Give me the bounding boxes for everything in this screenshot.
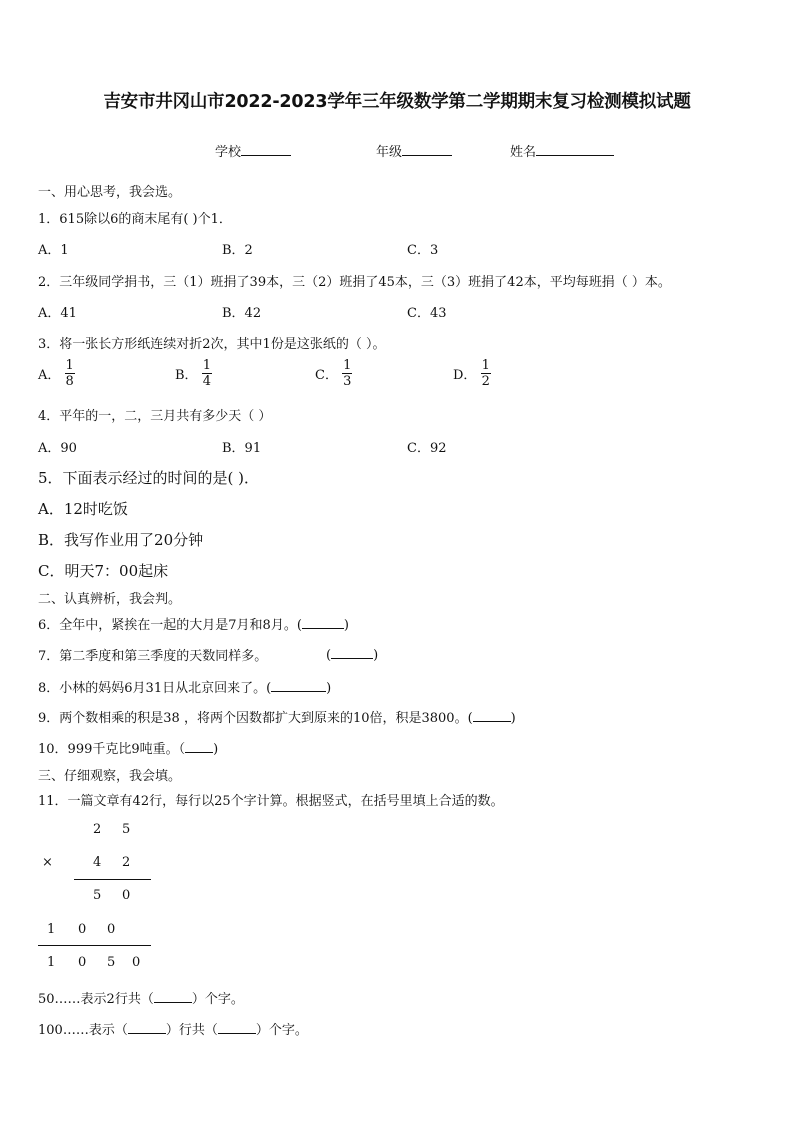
digit: 2 [93, 822, 102, 837]
paren: ) [343, 618, 349, 633]
denominator: 2 [481, 374, 490, 389]
digit: 1 [47, 922, 56, 937]
name-field[interactable] [510, 141, 614, 160]
q5-option-c[interactable]: C．明天7：00起床 [38, 562, 169, 580]
q2-option-a[interactable]: A．41 [38, 306, 77, 321]
q5-option-a[interactable]: A．12时吃饭 [38, 500, 128, 518]
digit: 0 [78, 922, 87, 937]
q1-option-b[interactable]: B．2 [222, 243, 253, 258]
q11-line-1-tail: ）个字。 [191, 992, 244, 1007]
paren: ) [373, 648, 379, 663]
q2-option-c[interactable]: C．43 [407, 306, 447, 321]
q11-line-2-text: 100……表示（ [38, 1023, 128, 1038]
question-8 [38, 677, 331, 696]
question-11: 11．一篇文章有42行，每行以25个字计算。根据竖式，在括号里填上合适的数。 [38, 794, 504, 809]
q3-option-d[interactable] [453, 358, 491, 389]
name-label: 姓名 [510, 145, 537, 160]
school-blank[interactable] [241, 142, 291, 156]
section-3-heading: 三、仔细观察，我会填。 [38, 769, 182, 784]
paren: ) [510, 711, 516, 726]
question-6 [38, 614, 349, 633]
question-3: 3．将一张长方形纸连续对折2次，其中1份是这张纸的（ ）。 [38, 337, 386, 352]
section-2-heading: 二、认真辨析，我会判。 [38, 592, 182, 607]
numerator: 1 [65, 358, 74, 373]
digit: 1 [47, 955, 56, 970]
q3-option-a[interactable] [38, 358, 75, 389]
numerator: 1 [343, 358, 352, 373]
calc-line [74, 879, 151, 880]
q11-line-1 [38, 988, 244, 1007]
paren: ( [326, 648, 332, 663]
digit: 0 [107, 922, 116, 937]
q4-option-b[interactable]: B．91 [222, 441, 262, 456]
question-5: 5．下面表示经过的时间的是( )． [38, 469, 260, 487]
q1-option-a[interactable]: A．1 [38, 243, 69, 258]
digit: 0 [78, 955, 87, 970]
question-2: 2．三年级同学捐书，三（1）班捐了39本，三（2）班捐了45本，三（3）班捐了42本，平均每班捐（ ）本。 [38, 275, 671, 290]
q4-option-c[interactable]: C．92 [407, 441, 447, 456]
fraction [65, 358, 75, 389]
denominator: 3 [343, 374, 352, 389]
q11-line-2-mid: ）行共（ [165, 1023, 218, 1038]
q3-option-b-label: B． [175, 368, 198, 383]
section-1-heading: 一、用心思考，我会选。 [38, 185, 182, 200]
q11-line-2-tail: ）个字。 [255, 1023, 308, 1038]
digit: 0 [122, 888, 131, 903]
answer-blank[interactable] [331, 645, 373, 659]
q3-option-c-label: C． [315, 368, 338, 383]
answer-blank[interactable] [271, 678, 326, 692]
q3-option-d-label: D． [453, 368, 477, 383]
grade-field[interactable] [376, 141, 452, 160]
denominator: 8 [65, 374, 74, 389]
numerator: 1 [481, 358, 490, 373]
page-title: 吉安市井冈山市2022-2023学年三年级数学第二学期期末复习检测模拟试题 [103, 92, 691, 112]
digit: 5 [107, 955, 116, 970]
denominator: 4 [202, 374, 211, 389]
q3-option-b[interactable] [175, 358, 212, 389]
digit: 2 [122, 855, 131, 870]
fraction [342, 358, 352, 389]
times-sign: × [42, 855, 53, 870]
q5-option-b[interactable]: B．我写作业用了20分钟 [38, 531, 204, 549]
name-blank[interactable] [536, 142, 614, 156]
answer-blank[interactable] [473, 708, 511, 722]
grade-label: 年级 [376, 145, 403, 160]
digit: 5 [122, 822, 131, 837]
digit: 5 [93, 888, 102, 903]
paren: ) [326, 681, 332, 696]
fraction [481, 358, 491, 389]
q11-line-2 [38, 1019, 308, 1038]
digit: 4 [93, 855, 102, 870]
grade-blank[interactable] [402, 142, 452, 156]
question-10-text: 10．999千克比9吨重。（ [38, 742, 186, 757]
question-10 [38, 738, 218, 757]
question-8-text: 8．小林的妈妈6月31日从北京回来了。( [38, 681, 272, 696]
question-9-text: 9．两个数相乘的积是38 ，将两个因数都扩大到原来的10倍，积是3800。( [38, 711, 473, 726]
question-6-text: 6．全年中，紧挨在一起的大月是7月和8月。( [38, 618, 302, 633]
q11-line-1-text: 50……表示2行共（ [38, 992, 154, 1007]
paren: ) [213, 742, 219, 757]
answer-blank[interactable] [302, 615, 344, 629]
question-7: 7．第二季度和第三季度的天数同样多。 [38, 649, 268, 664]
question-7-answer [326, 645, 378, 663]
school-label: 学校 [215, 145, 242, 160]
q3-option-a-label: A． [38, 368, 61, 383]
q2-option-b[interactable]: B．42 [222, 306, 262, 321]
answer-blank[interactable] [218, 1020, 256, 1034]
fraction [202, 358, 212, 389]
school-field[interactable] [215, 141, 291, 160]
q4-option-a[interactable]: A．90 [38, 441, 77, 456]
question-4: 4．平年的一，二，三月共有多少天（ ） [38, 409, 272, 424]
question-1: 1．615除以6的商末尾有( )个1． [38, 212, 232, 227]
q3-option-c[interactable] [315, 358, 352, 389]
calc-line [38, 945, 151, 946]
digit: 0 [132, 955, 141, 970]
numerator: 1 [202, 358, 211, 373]
question-9 [38, 707, 516, 726]
answer-blank[interactable] [185, 739, 213, 753]
answer-blank[interactable] [154, 989, 192, 1003]
answer-blank[interactable] [128, 1020, 166, 1034]
q1-option-c[interactable]: C．3 [407, 243, 439, 258]
